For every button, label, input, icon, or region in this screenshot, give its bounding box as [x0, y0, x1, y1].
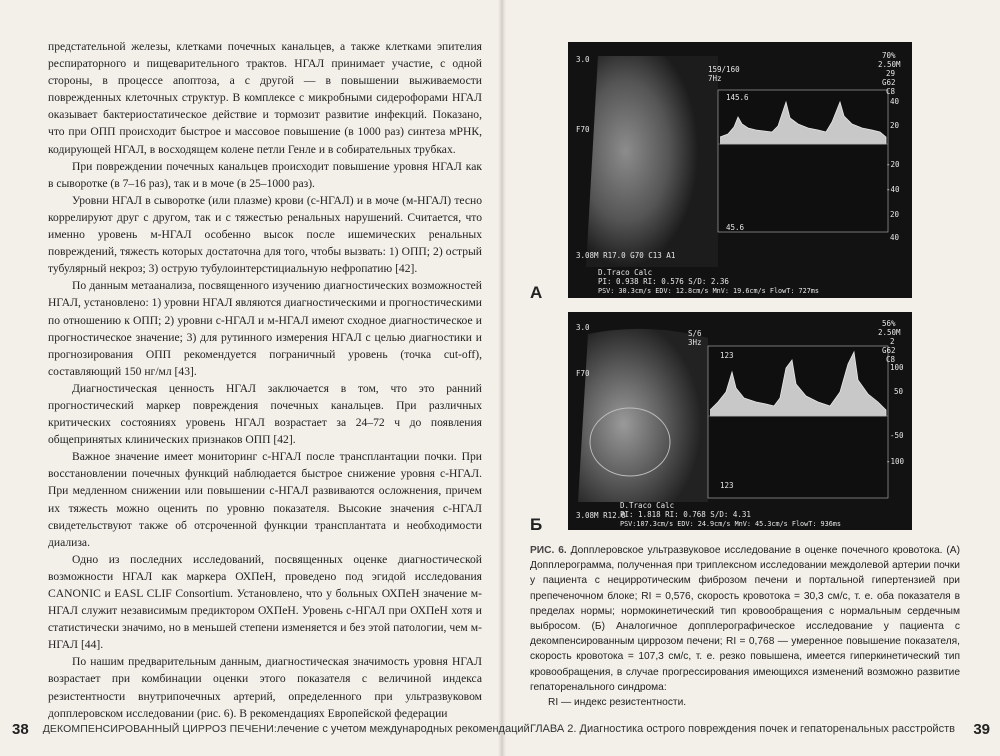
- panel-a-top-right-4: G62: [882, 78, 896, 87]
- figure-label-b: Б: [530, 515, 543, 534]
- caption-body: Допплеровское ультразвуковое исследование в оценке почечного кровотока. (А) Допплерограмма, полученная при триплексном исследовании междолевой артерии почки у пациента с нецирротическим фиброзом печени и портальной гипертензией при препеченочном блоке; RI = 0,576, скорость кровотока = 30,3 см/с, т. е. оба показателя в пределах нормы; нормокинетический тип кровообращения с нормальным сердечным выбросом. (Б) Аналогичное допплерографическое исследование у пациента с декомпенсированным циррозом печени; RI = 0,768 — умеренное повышение показателя, скорость кровотока = 107,3 см/с, т. е. резко повышена, имеется гиперкинетический тип кровообращения, в случае прогрессирования имеющихся изменений возможно развитие гепаторенального синдрома:: [530, 545, 960, 693]
- panel-a-top-right-2: 2.50M: [878, 60, 901, 69]
- doppler-box-a: [718, 90, 888, 232]
- panel-a-axis-4: -40: [886, 185, 900, 194]
- page-number-left: 38: [12, 720, 29, 738]
- caption-title: РИС. 6.: [530, 545, 567, 556]
- panel-b-calc-row1: PI: 1.818 RI: 0.768 S/D: 4.31: [620, 510, 751, 519]
- running-title-chapter: ГЛАВА 2. Диагностика острого повреждения почек и гепаторенальных расстройств: [530, 723, 955, 735]
- panel-a-top-right-5: C8: [886, 87, 896, 96]
- panel-a-left-mid: F70: [576, 125, 590, 134]
- panel-a-calc-title: D.Traco Calc: [598, 268, 653, 277]
- panel-b-scale-bottom: 123: [720, 481, 734, 490]
- doppler-scan-a: [568, 42, 912, 298]
- paragraph: По данным метаанализа, посвященного изучению диагностических возможностей НГАЛ, установлено: 1) уровни НГАЛ являются диагностическими и прогностическими по отношению к ОПП; 2) уровни с-НГАЛ и м-НГАЛ имеют сходное диагностическое и прогностическое значение; 3) для рутинного измерения НГАЛ с целью диагностики и прогнозирования ОПП рекомендуется пограничный уровень (точка cut-off), составляющий 150 нг/мл [43].: [48, 279, 482, 378]
- right-page-footer: [530, 717, 990, 741]
- panel-a-top-center-2: 7Hz: [708, 74, 722, 83]
- panel-b-top-right-5: C8: [886, 355, 896, 364]
- left-page-footer: [12, 717, 530, 741]
- panel-b-scale-top: 123: [720, 351, 734, 360]
- panel-a-top-center-1: 159/160: [708, 65, 740, 74]
- panel-b-top-center-2: 3Hz: [688, 338, 702, 347]
- panel-b-bottom-left: 3.08M R12.0: [576, 511, 626, 520]
- panel-a-axis-1: 40: [890, 97, 900, 106]
- panel-b-top-right-4: G62: [882, 346, 896, 355]
- panel-b-top-right-3: 2: [890, 337, 895, 346]
- panel-a-top-left: 3.0: [576, 55, 590, 64]
- panel-b-axis-2: 50: [894, 387, 904, 396]
- panel-b-left-mid: F70: [576, 369, 590, 378]
- running-title-rest: лечение с учетом международных рекомендаций: [276, 723, 530, 735]
- paragraph: Важное значение имеет мониторинг с-НГАЛ после трансплантации почки. При восстановлении почечных функций наблюдается быстрое снижение уровня с-НГАЛ. При медленном снижении или повышении с-НГАЛ развиваются осложнения, причем их тяжесть можно оценить по уровню показателя. Высокие значения с-НГАЛ свидетельствуют также об отсроченной функции трансплантата и необходимости диализа.: [48, 450, 482, 549]
- scan-sector-b: [578, 329, 708, 502]
- running-title-caps: ДЕКОМПЕНСИРОВАННЫЙ ЦИРРОЗ ПЕЧЕНИ:: [42, 723, 277, 735]
- paragraph: Уровни НГАЛ в сыворотке (или плазме) крови (с-НГАЛ) и в моче (м-НГАЛ) тесно коррелируют друг с другом, так и с тяжестью ренальных нарушений. Считается, что именно уровень м-НГАЛ особенно высок после ишемических ренальных повреждений, тяжесть которых достаточна для того, чтобы вызвать: 1) ОПП; 2) острый тубулярный некроз; 3) острую тубулоинтерстициальную нефропатию [42].: [48, 193, 482, 276]
- doppler-box-b: [708, 346, 888, 498]
- panel-b-top-left: 3.0: [576, 323, 590, 332]
- panel-a-top-right-1: 70%: [882, 51, 896, 60]
- panel-a-calc-row1: PI: 0.938 RI: 0.576 S/D: 2.36: [598, 277, 729, 286]
- left-page-body: [48, 38, 482, 722]
- ultrasound-image-b: [568, 312, 912, 530]
- scan-sector-a: [586, 56, 718, 267]
- panel-b-axis-1: 100: [890, 363, 904, 372]
- page-number-right: 39: [973, 720, 990, 738]
- panel-a-bottom-left: 3.08M R17.0 G70 C13 A1: [576, 251, 676, 260]
- paragraph: Диагностическая ценность НГАЛ заключается в том, что это ранний прогностический маркер повреждения почечных канальцев. При различных критических состояниях уровень НГАЛ возрастает за 24–72 ч до появления общепринятых клинических признаков ОПП [42].: [48, 381, 482, 447]
- panel-a-scale-top: 145.6: [726, 93, 749, 102]
- panel-b-calc-row2: PSV:107.3cm/s EDV: 24.9cm/s MnV: 45.3cm/s FlowT: 936ms: [620, 520, 841, 528]
- panel-b-top-right-2: 2.50M: [878, 328, 901, 337]
- panel-a-axis-5: 20: [890, 210, 900, 219]
- paragraph: По нашим предварительным данным, диагностическая значимость уровня НГАЛ возрастает при комбинации оценки этого показателя с величиной индекса резистентности внутрипочечных артерий, определенного при ультразвуковом допплеровском исследовании (рис. 6). В рекомендациях Европейской федерации: [48, 655, 482, 720]
- doppler-scan-b: [568, 312, 912, 530]
- panel-a-axis-6: 40: [890, 233, 900, 242]
- panel-b-axis-4: -100: [886, 457, 905, 466]
- book-gutter: [498, 0, 506, 756]
- figure-caption: [530, 543, 960, 710]
- panel-b-axis-3: -50: [890, 431, 904, 440]
- panel-b-calc-title: D.Traco Calc: [620, 501, 675, 510]
- panel-a-scale-bottom: 45.6: [726, 223, 745, 232]
- panel-b-top-right-1: 56%: [882, 319, 896, 328]
- paragraph: предстательной железы, клетками почечных канальцев, а также клетками эпителия респираторного и пищеварительного трактов. НГАЛ принимает участие, с одной стороны, в процессе апоптоза, а с другой — в повышении выживаемости поврежденных клеточных структур. В комплексе с микробными сидерофорами НГАЛ оказывает бактериостатическое действие и тормозит развитие инфекций. Показано, что при ОПП происходит быстрое и массовое повышение (в 1000 раз) синтеза мРНК, кодирующей НГАЛ, в восходящем колене петли Генле и в собирательных трубках.: [48, 40, 482, 156]
- panel-a-top-right-3: 29: [886, 69, 896, 78]
- ultrasound-image-a: [568, 42, 912, 298]
- panel-a-axis-3: -20: [886, 160, 900, 169]
- panel-a-axis-2: 20: [890, 121, 900, 130]
- figure-label-a: А: [530, 283, 543, 302]
- paragraph: При повреждении почечных канальцев происходит повышение уровня НГАЛ как в сыворотке (в 7–16 раз), так и в моче (в 25–1000 раз).: [48, 159, 482, 190]
- panel-a-calc-row2: PSV: 30.3cm/s EDV: 12.8cm/s MnV: 19.6cm/s FlowT: 727ms: [598, 287, 819, 295]
- caption-footnote: RI — индекс резистентности.: [548, 697, 687, 709]
- panel-b-top-center-1: S/6: [688, 329, 702, 338]
- paragraph: Одно из последних исследований, посвященных оценке диагностической возможности НГАЛ как маркера ОХПеН, проведено под эгидой исследования CANONIC и EASL CLIF Consortium. Установлено, что у больных ОХПеН значение м-НГАЛ служит независимым предиктором ОХПеН. Уровень с-НГАЛ при ОХПеН хотя и статистически значимо, но в меньшей степени изменяется и без этой патологии, чем м-НГАЛ [44].: [48, 552, 482, 652]
